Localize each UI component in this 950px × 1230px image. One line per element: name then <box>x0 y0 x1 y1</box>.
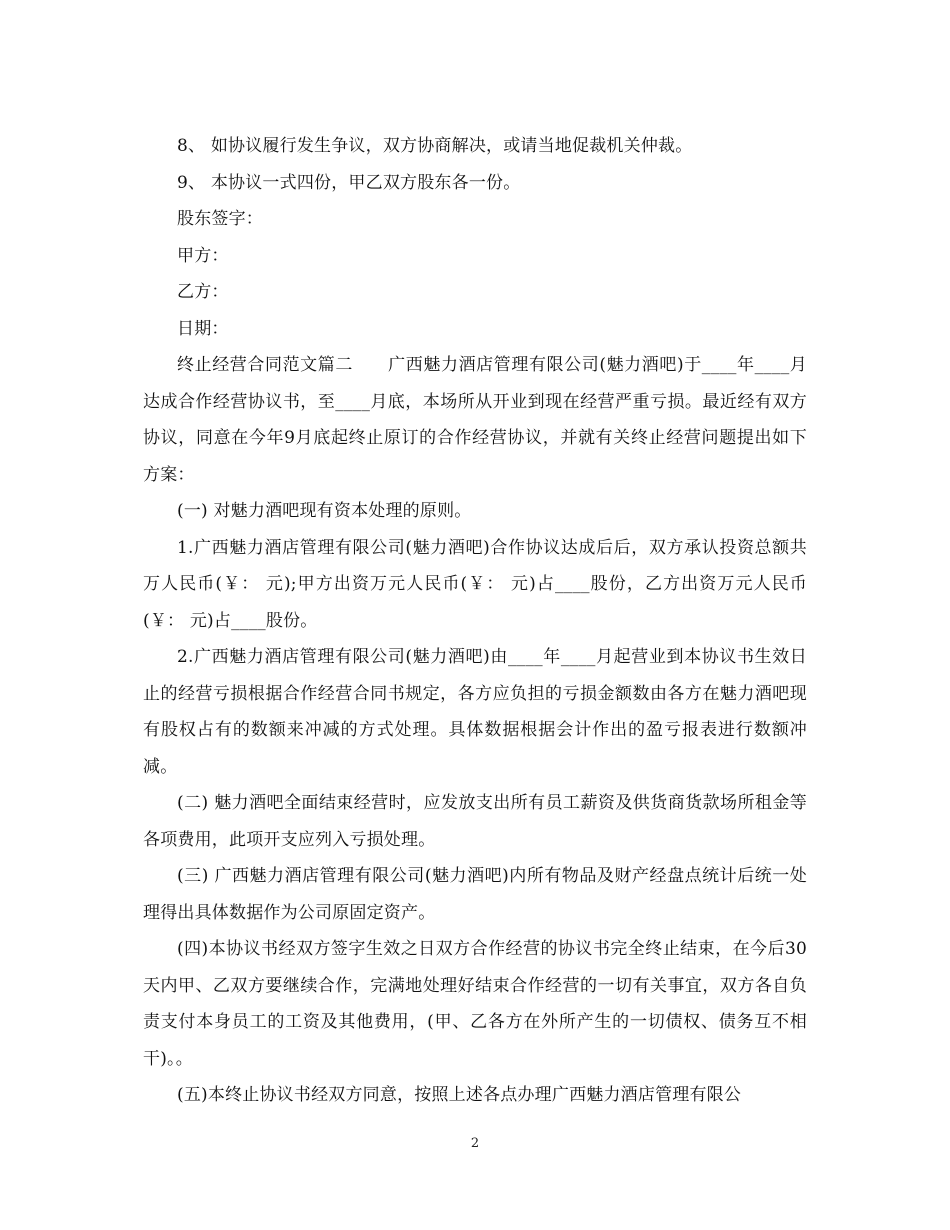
paragraph-clause-9: 9、 本协议一式四份，甲乙双方股东各一份。 <box>177 172 521 193</box>
paragraph-party-a: 甲方： <box>177 245 229 266</box>
paragraph-item-2: 2.广西魅力酒店管理有限公司(魅力酒吧)由____年____月起营业到本协议书生效日止的经营亏损根据合作经营合同书规定，各方应负担的亏损金额数由各方在魅力酒吧现有股权占有的数额来冲减的方式处理。具体数据根据会计作出的盈亏报表进行数额冲减。 <box>143 647 807 777</box>
page-number: 2 <box>470 1136 480 1151</box>
paragraph-section-3: (三) 广西魅力酒店管理有限公司(魅力酒吧)内所有物品及财产经盘点统计后统一处理得出具体数据作为公司原固定资产。 <box>143 866 807 923</box>
document-body <box>143 128 807 1114</box>
paragraph-section-5: (五)本终止协议书经双方同意，按照上述各点办理广西魅力酒店管理有限公 <box>177 1085 742 1105</box>
paragraph-section-1-heading: (一) 对魅力酒吧现有资本处理的原则。 <box>177 501 472 521</box>
paragraph-date: 日期： <box>177 318 229 339</box>
paragraph-section-2: (二) 魅力酒吧全面结束经营时，应发放支出所有员工薪资及供货商货款场所租金等各项费用，此项开支应列入亏损处理。 <box>143 793 807 850</box>
paragraph-party-b: 乙方： <box>177 282 229 302</box>
paragraph-section-4: (四)本协议书经双方签字生效之日双方合作经营的协议书完全终止结束，在今后30天内甲、乙双方要继续合作，完满地处理好结束合作经营的一切有关事宜，双方各自负责支付本身员工的工资及其他费用，(甲、乙各方在外所产生的一切债权、债务互不相干)。。 <box>143 939 807 1069</box>
paragraph-item-1: 1.广西魅力酒店管理有限公司(魅力酒吧)合作协议达成后后，双方承认投资总额共 万人民币(￥： 元);甲方出资万元人民币(￥： 元)占____股份，乙方出资万元人民币(￥： 元)占____股份。 <box>143 537 807 631</box>
paragraph-shareholder-signature: 股东签字： <box>177 209 263 229</box>
paragraph-contract-intro: 终止经营合同范文篇二 广西魅力酒店管理有限公司(魅力酒吧)于____年____月达成合作经营协议书，至____月底，本场所从开业到现在经营严重亏损。最近经有双方协议，同意在今年9月底起终止原订的合作经营协议，并就有关终止经营问题提出如下方案： <box>143 355 807 485</box>
paragraph-clause-8: 8、 如协议履行发生争议，双方协商解决，或请当地促裁机关仲裁。 <box>177 136 693 156</box>
